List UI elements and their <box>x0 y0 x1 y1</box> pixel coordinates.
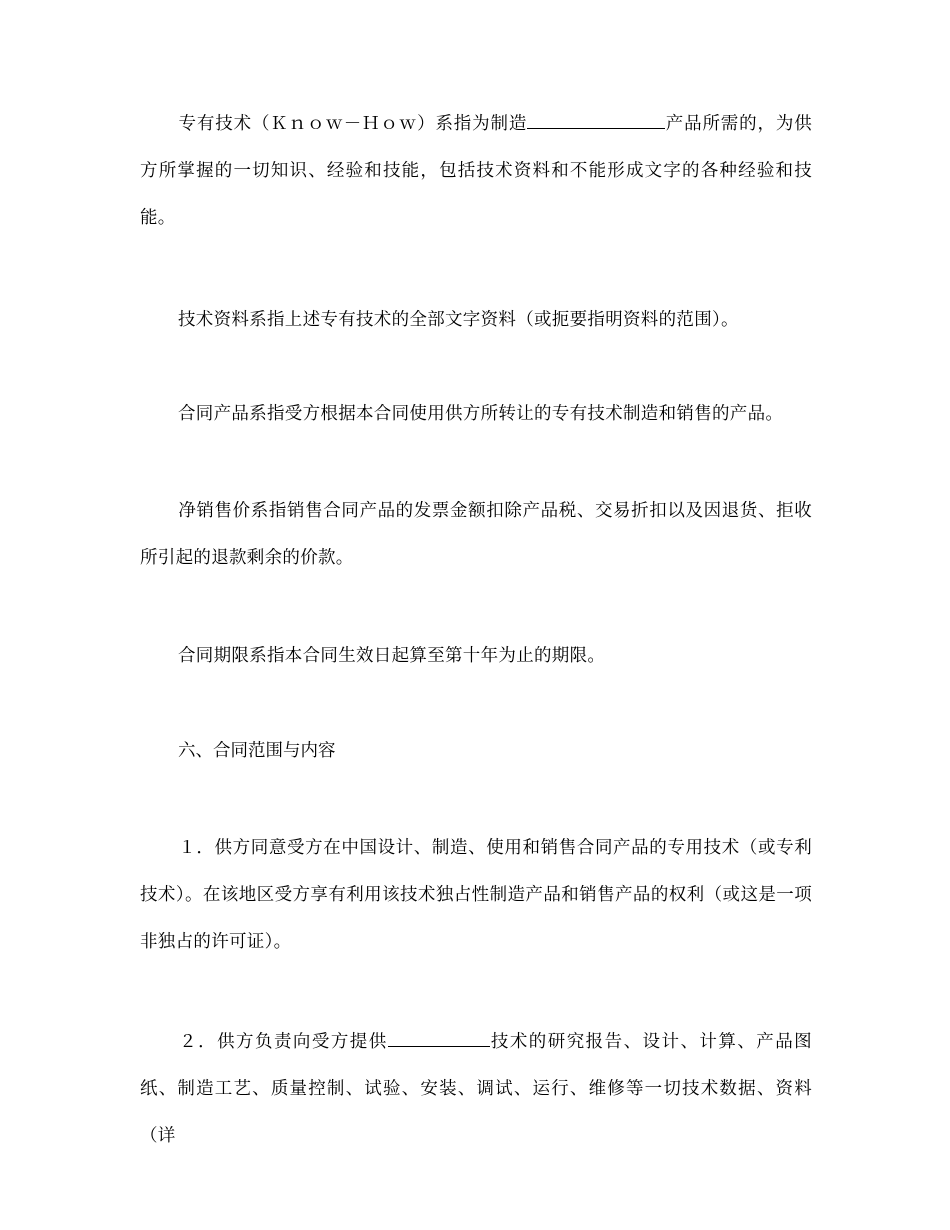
technical-data-text: 技术资料系指上述专有技术的全部文字资料（或扼要指明资料的范围）。 <box>178 310 739 330</box>
definition-contract-product <box>140 391 812 438</box>
fill-in-blank-product <box>527 110 665 129</box>
definition-technical-data <box>140 297 812 344</box>
section-heading: 六、合同范围与内容 <box>178 741 336 761</box>
scope-item-2 <box>140 1019 812 1160</box>
definition-know-how <box>140 101 812 242</box>
definition-contract-term <box>140 633 812 680</box>
know-how-text-before: 专有技术（Ｋｎｏｗ－Ｈｏｗ）系指为制造 <box>178 114 528 134</box>
know-how-text-after: 产品所需的，为供方所掌握的一切知识、经验和技能，包括技术资料和不能形成文字的各种经验和技能。 <box>140 114 812 228</box>
fill-in-blank-technology <box>388 1028 490 1047</box>
scope-item-2-text-before: ２．供方负责向受方提供 <box>178 1032 388 1052</box>
scope-item-1 <box>140 825 812 966</box>
contract-term-text: 合同期限系指本合同生效日起算至第十年为止的期限。 <box>178 646 606 666</box>
scope-item-1-text: １．供方同意受方在中国设计、制造、使用和销售合同产品的专用技术（或专利技术）。在该地区受方享有利用该技术独占性制造产品和销售产品的权利（或这是一项非独占的许可证）。 <box>140 838 812 952</box>
definition-net-sales-price <box>140 488 812 582</box>
scope-item-2-text-after: 技术的研究报告、设计、计算、产品图纸、制造工艺、质量控制、试验、安装、调试、运行、维修等一切技术数据、资料（详 <box>140 1032 812 1146</box>
contract-product-text: 合同产品系指受方根据本合同使用供方所转让的专有技术制造和销售的产品。 <box>178 404 784 424</box>
net-sales-price-text: 净销售价系指销售合同产品的发票金额扣除产品税、交易折扣以及因退货、拒收所引起的退款剩余的价款。 <box>140 501 812 568</box>
